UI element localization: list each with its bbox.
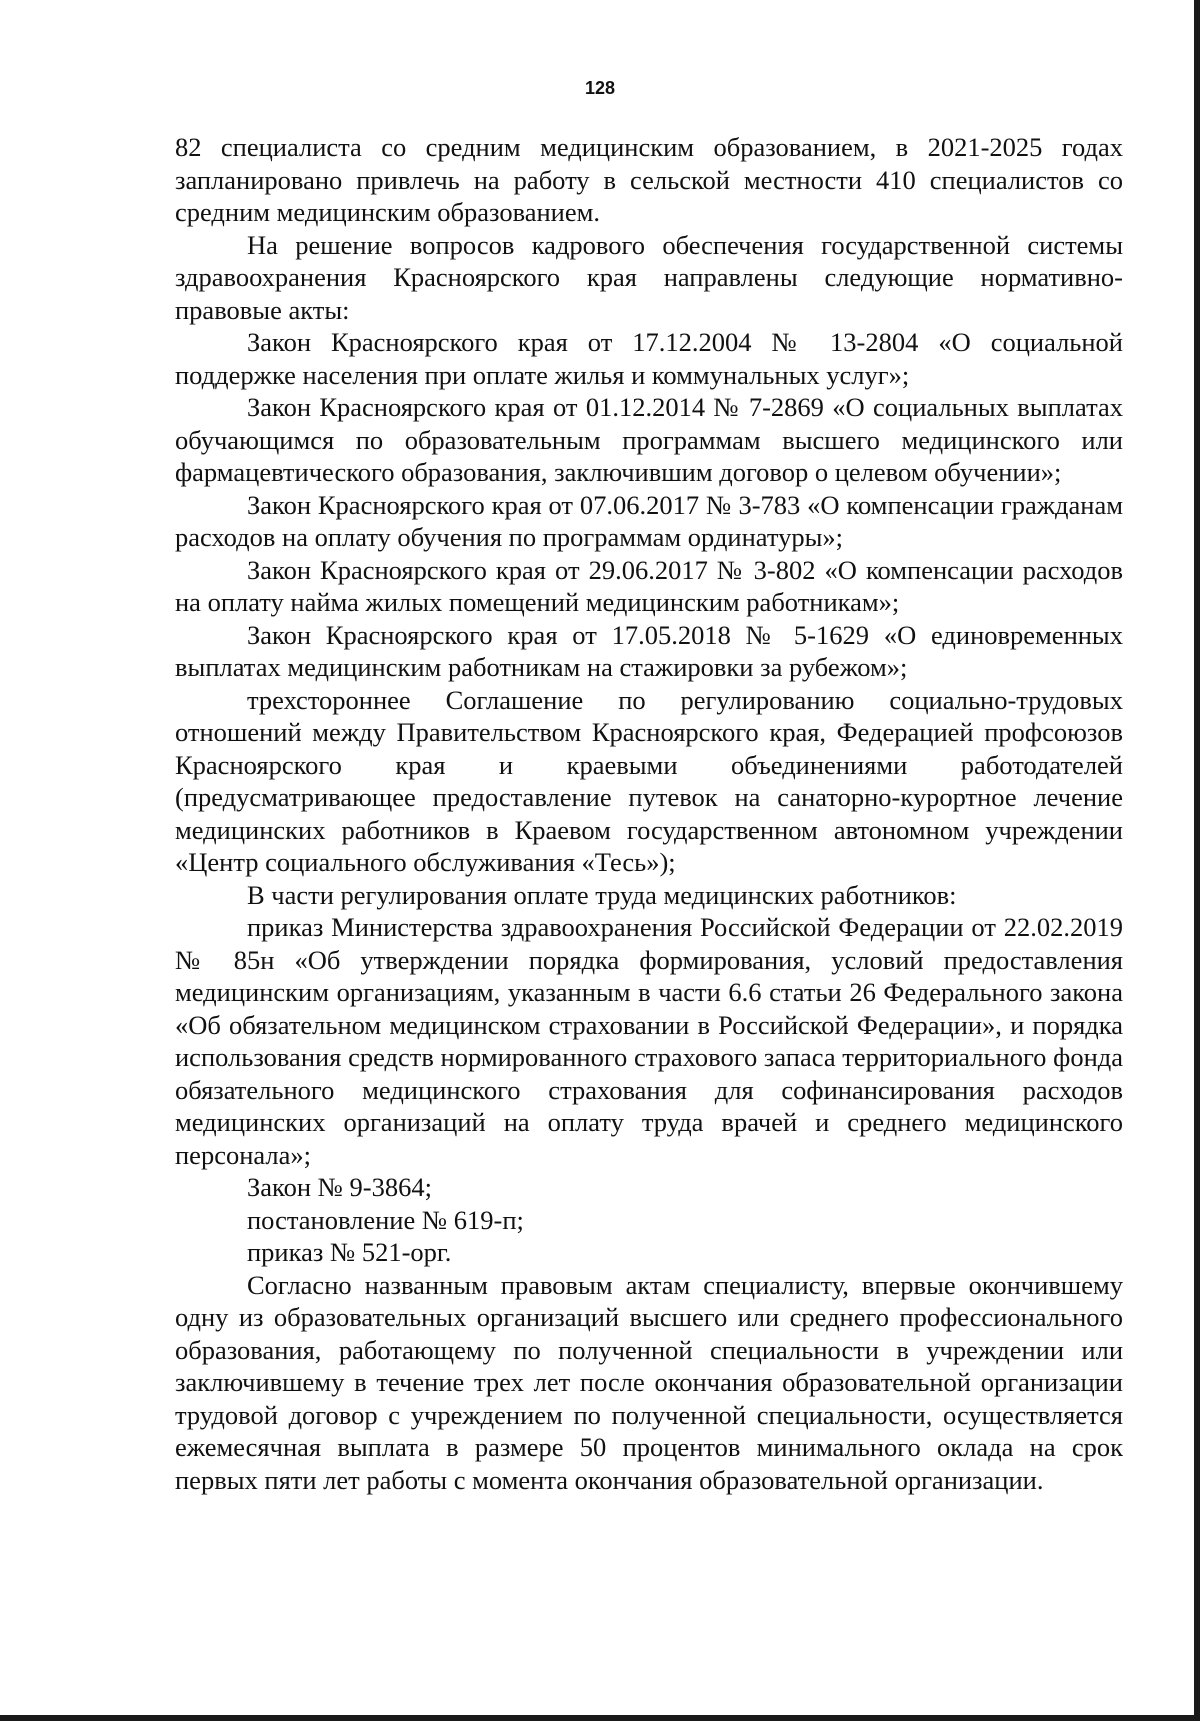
document-body [175, 131, 1123, 1496]
paragraph-12: постановление № 619-п; [247, 1204, 524, 1235]
paragraph-1: 82 специалиста со средним медицинским образованием, в 2021-2025 годах запланировано привлечь на работу в сельской местности 410 специалистов со средним медицинским образованием. [175, 132, 1123, 227]
paragraph-4: Закон Красноярского края от 01.12.2014 № 7-2869 «О социальных выплатах обучающимся по образовательным программам высшего медицинского или фармацевтического образования, заключившим договор о целевом обучении»; [175, 392, 1123, 487]
paragraph-2: На решение вопросов кадрового обеспечения государственной системы здравоохранения Красноярского края направлены следующие нормативно-правовые акты: [175, 229, 1123, 325]
paragraph-6: Закон Красноярского края от 29.06.2017 № 3-802 «О компенсации расходов на оплату найма жилых помещений медицинским работникам»; [175, 554, 1123, 617]
paragraph-13: приказ № 521-орг. [247, 1237, 452, 1267]
paragraph-3: Закон Красноярского края от 17.12.2004 № 13-2804 «О социальной поддержке населения при оплате жилья и коммунальных услуг»; [175, 327, 1123, 390]
paragraph-8: трехстороннее Соглашение по регулированию социально-трудовых отношений между Правительством Красноярского края, Федерацией профсоюзов Красноярского края и краевыми объединениями работодателей (предусматривающее предоставление путевок на санаторно-курортное лечение медицинских работников в Краевом государственном автономном учреждении «Центр социального обслуживания «Тесь»); [175, 684, 1123, 877]
paragraph-14: Согласно названным правовым актам специалисту, впервые окончившему одну из образовательных организаций высшего или среднего профессионального образования, работающему по полученной специальности в учреждении или заключившему в течение трех лет после окончания образовательной организации трудовой договор с учреждением по полученной специальности, осуществляется ежемесячная выплата в размере 50 процентов минимального оклада на срок первых пяти лет работы с момента окончания образовательной организации. [175, 1269, 1123, 1495]
paragraph-11: Закон № 9-3864; [247, 1172, 432, 1202]
paragraph-5: Закон Красноярского края от 07.06.2017 № 3-783 «О компенсации гражданам расходов на оплату обучения по программам ординатуры»; [175, 489, 1123, 552]
paragraph-10: приказ Министерства здравоохранения Российской Федерации от 22.02.2019 № 85н «Об утверждении порядка формирования, условий предоставления медицинским организациям, указанным в части 6.6 статьи 26 Федерального закона «Об обязательном медицинском страховании в Российской Федерации», и порядка использования средств нормированного страхового запаса территориального фонда обязательного медицинского страхования для софинансирования расходов медицинских организаций на оплату труда врачей и среднего медицинского персонала»; [175, 912, 1123, 1170]
paragraph-9: В части регулирования оплате труда медицинских работников: [247, 879, 957, 910]
page-number: 128 [584, 78, 616, 98]
scan-edge-right [1194, 0, 1200, 1721]
scan-edge-bottom [0, 1715, 1200, 1721]
paragraph-7: Закон Красноярского края от 17.05.2018 № 5-1629 «О единовременных выплатах медицинским работникам на стажировки за рубежом»; [175, 619, 1123, 682]
